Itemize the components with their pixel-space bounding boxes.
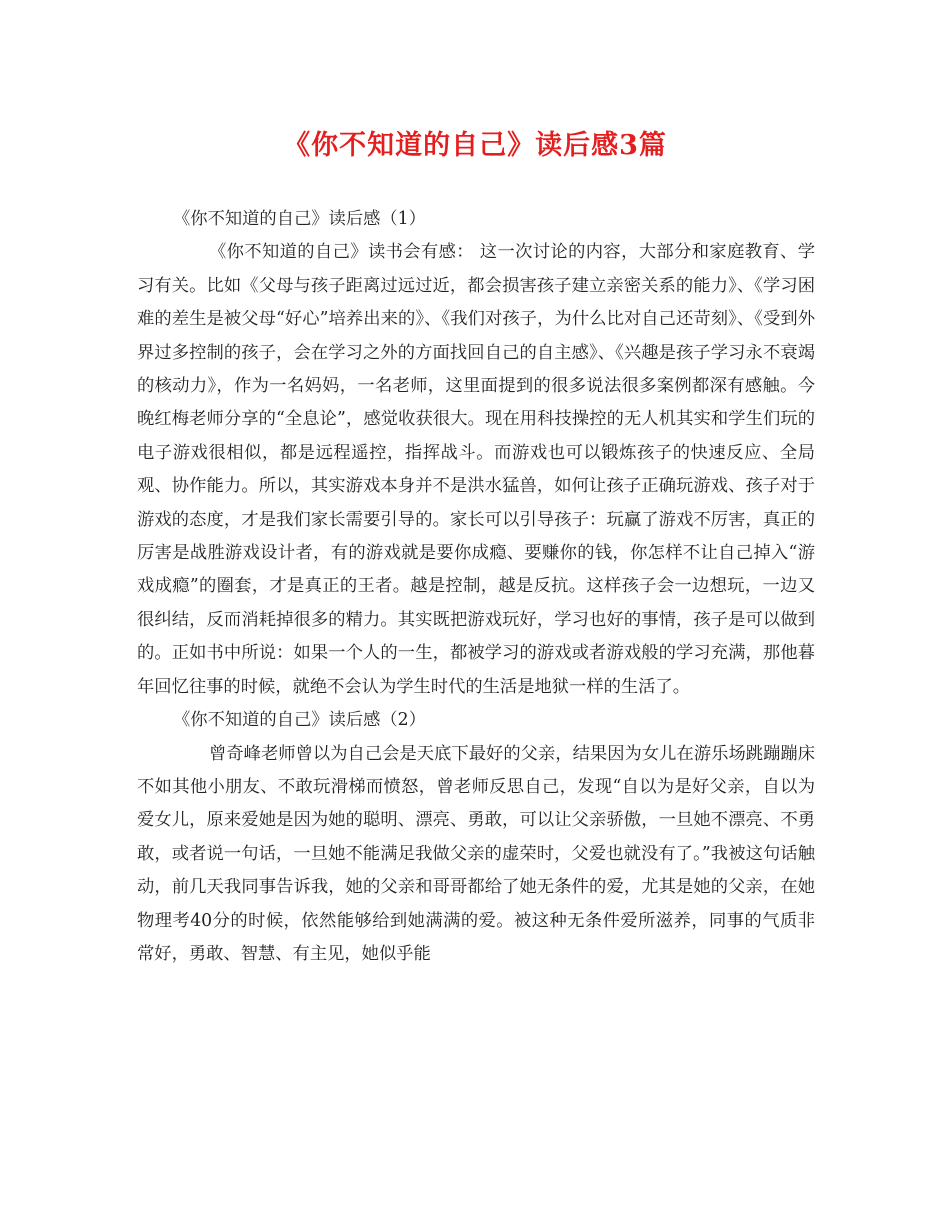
document-body xyxy=(137,203,815,971)
document-title: 《你不知道的自己》读后感3篇 xyxy=(283,130,667,161)
section-paragraph-1: 《你不知道的自己》读书会有感： 这一次讨论的内容，大部分和家庭教育、学习有关。比如《父母与孩子距离过远过近，都会损害孩子建立亲密关系的能力》、《学习困难的差生是被父母“好心”培养出来的》、《我们对孩子，为什么比对自己还苛刻》、《受到外界过多控制的孩子，会在学习之外的方面找回自己的自主感》、《兴趣是孩子学习永不衰竭的核动力》，作为一名妈妈，一名老师，这里面提到的很多说法很多案例都深有感触。今晚红梅老师分享的“全息论”，感觉收获很大。现在用科技操控的无人机其实和学生们玩的电子游戏很相似，都是远程遥控，指挥战斗。而游戏也可以锻炼孩子的快速反应、全局观、协作能力。所以，其实游戏本身并不是洪水猛兽，如何让孩子正确玩游戏、孩子对于游戏的态度，才是我们家长需要引导的。家长可以引导孩子：玩赢了游戏不厉害，真正的厉害是战胜游戏设计者，有的游戏就是要你成瘾、要赚你的钱，你怎样不让自己掉入“游戏成瘾”的圈套，才是真正的王者。越是控制，越是反抗。这样孩子会一边想玩，一边又很纠结，反而消耗掉很多的精力。其实既把游戏玩好，学习也好的事情，孩子是可以做到的。正如书中所说：如果一个人的一生，都被学习的游戏或者游戏般的学习充满，那他暮年回忆往事的时候，就绝不会认为学生时代的生活是地狱一样的生活了。 xyxy=(137,242,815,697)
section-heading-2: 《你不知道的自己》读后感（2） xyxy=(173,710,426,731)
section-heading-1: 《你不知道的自己》读后感（1） xyxy=(173,209,426,229)
section-paragraph-2: 曾奇峰老师曾以为自己会是天底下最好的父亲，结果因为女儿在游乐场跳蹦蹦床不如其他小朋友、不敢玩滑梯而愤怒，曾老师反思自己，发现“自以为是好父亲，自以为爱女儿，原来爱她是因为她的聪明、漂亮、勇敢，可以让父亲骄傲，一旦她不漂亮、不勇敢，或者说一句话，一旦她不能满足我做父亲的虚荣时，父爱也就没有了。”我被这句话触动，前几天我同事告诉我，她的父亲和哥哥都给了她无条件的爱，尤其是她的父亲，在她物理考40分的时候，依然能够给到她满满的爱。被这种无条件爱所滋养，同事的气质非常好，勇敢、智慧、有主见，她似乎能 xyxy=(137,743,815,964)
